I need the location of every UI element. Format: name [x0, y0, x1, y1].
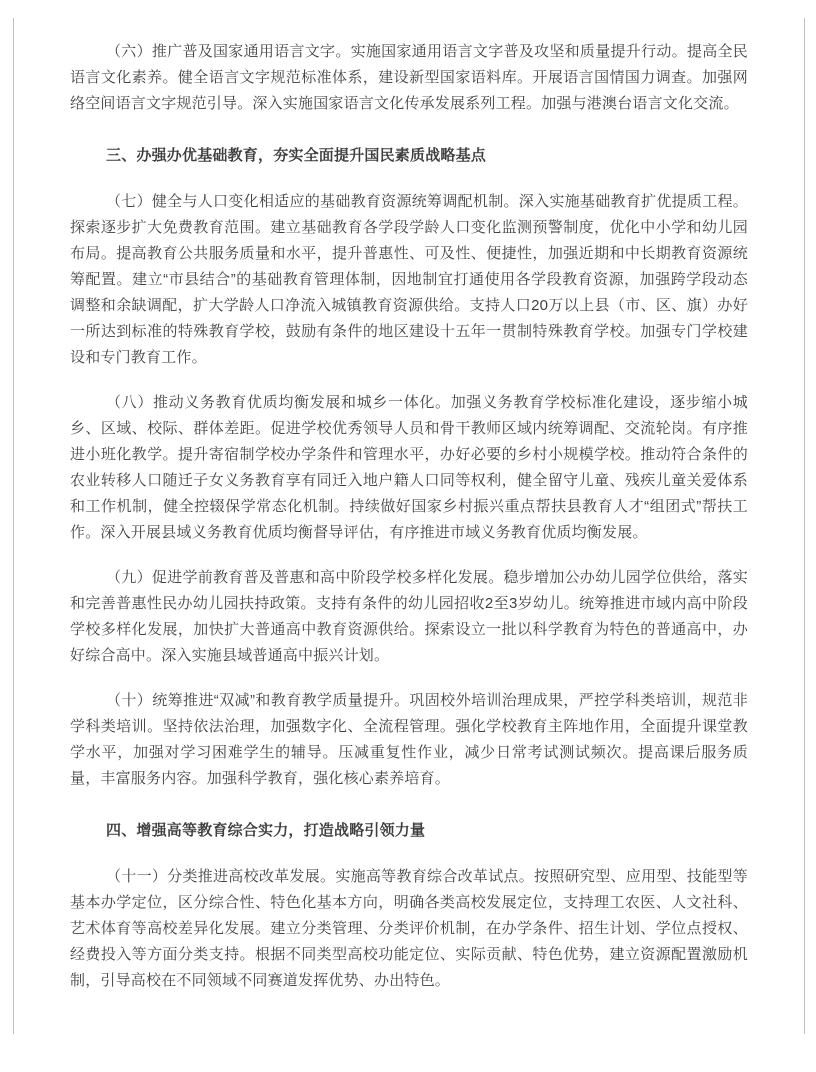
- paragraph-item-8: （八）推动义务教育优质均衡发展和城乡一体化。加强义务教育学校标准化建设，逐步缩小城乡、区域、校际、群体差距。促进学校优秀领导人员和骨干教师区域内统筹调配、交流轮岗。有序推进小班化教学。提升寄宿制学校办学条件和管理水平，办好必要的乡村小规模学校。推动符合条件的农业转移人口随迁子女义务教育享有同迁入地户籍人口同等权利，健全留守儿童、残疾儿童关爱体系和工作机制，健全控辍保学常态化机制。持续做好国家乡村振兴重点帮扶县教育人才“组团式”帮扶工作。深入开展县域义务教育优质均衡督导评估，有序推进市域义务教育优质均衡发展。: [70, 394, 748, 541]
- paragraph-item-9: （九）促进学前教育普及普惠和高中阶段学校多样化发展。稳步增加公办幼儿园学位供给，落实和完善普惠性民办幼儿园扶持政策。支持有条件的幼儿园招收2至3岁幼儿。统筹推进市域内高中阶段学校多样化发展，加快扩大普通高中教育资源供给。探索设立一批以科学教育为特色的普通高中，办好综合高中。深入实施县域普通高中振兴计划。: [70, 569, 748, 664]
- document-page: [13, 18, 805, 1034]
- paragraph-item-10: （十）统筹推进“双减”和教育教学质量提升。巩固校外培训治理成果，严控学科类培训，规范非学科类培训。坚持依法治理，加强数字化、全流程管理。强化学校教育主阵地作用，全面提升课堂教学水平，加强对学习困难学生的辅导。压减重复性作业，减少日常考试测试频次。提高课后服务质量，丰富服务内容。加强科学教育，强化核心素养培育。: [70, 692, 748, 787]
- section-heading-4: 四、增强高等教育综合实力，打造战略引领力量: [106, 822, 426, 839]
- section-heading-3: 三、办强办优基础教育，夯实全面提升国民素质战略基点: [106, 147, 487, 164]
- paragraph-item-11: （十一）分类推进高校改革发展。实施高等教育综合改革试点。按照研究型、应用型、技能型等基本办学定位，区分综合性、特色化基本方向，明确各类高校发展定位，支持理工农医、人文社科、艺术体育等高校差异化发展。建立分类管理、分类评价机制，在办学条件、招生计划、学位点授权、经费投入等方面分类支持。根据不同类型高校功能定位、实际贡献、特色优势，建立资源配置激励机制，引导高校在不同领域不同赛道发挥优势、办出特色。: [70, 868, 748, 989]
- paragraph-item-6: （六）推广普及国家通用语言文字。实施国家通用语言文字普及攻坚和质量提升行动。提高全民语言文化素养。健全语言文字规范标准体系，建设新型国家语料库。开展语言国情国力调查。加强网络空间语言文字规范引导。深入实施国家语言文化传承发展系列工程。加强与港澳台语言文化交流。: [70, 43, 748, 112]
- paragraph-item-7: （七）健全与人口变化相适应的基础教育资源统筹调配机制。深入实施基础教育扩优提质工程。探索逐步扩大免费教育范围。建立基础教育各学段学龄人口变化监测预警制度，优化中小学和幼儿园布局。提高教育公共服务质量和水平，提升普惠性、可及性、便捷性，加强近期和中长期教育资源统筹配置。建立“市县结合”的基础教育管理体制，因地制宜打通使用各学段教育资源，加强跨学段动态调整和余缺调配，扩大学龄人口净流入城镇教育资源供给。支持人口20万以上县（市、区、旗）办好一所达到标准的特殊教育学校，鼓励有条件的地区建设十五年一贯制特殊教育学校。加强专门学校建设和专门教育工作。: [70, 193, 748, 366]
